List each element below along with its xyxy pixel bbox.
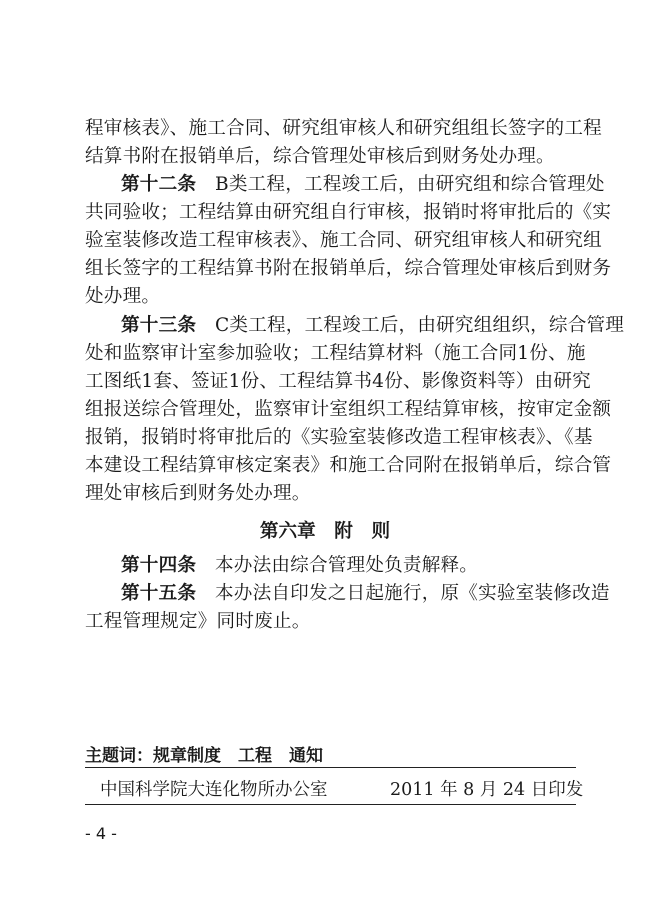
- issue-date: 2011 年 8 月 24 日印发: [390, 780, 584, 800]
- article-14-title: 第十四条: [121, 555, 197, 576]
- article-15-first-line: [121, 581, 610, 607]
- article-13-first-line: [121, 313, 624, 339]
- article-12-line: 共同验收；工程结算由研究组自行审核，报销时将审批后的《实: [85, 202, 612, 223]
- divider-top: [85, 767, 576, 768]
- article-15-title: 第十五条: [121, 583, 197, 604]
- subject-keywords: 主题词：规章制度 工程 通知: [85, 746, 323, 766]
- article-12-first-line: [121, 172, 605, 198]
- body-line: 程审核表》、施工合同、研究组审核人和研究组组长签字的工程: [85, 118, 602, 139]
- article-13-line: 处和监察审计室参加验收；工程结算材料（施工合同1份、施: [85, 343, 586, 364]
- article-12-line: 验室装修改造工程审核表》、施工合同、研究组审核人和研究组: [85, 230, 602, 251]
- article-13-text: C类工程，工程竣工后，由研究组组织，综合管理: [214, 315, 625, 336]
- article-13-line: 组报送综合管理处，监察审计室组织工程结算审核，按审定金额: [85, 399, 612, 420]
- divider-bottom: [85, 804, 576, 805]
- page-number: - 4 -: [85, 824, 117, 843]
- body-line: 结算书附在报销单后，综合管理处审核后到财务处办理。: [85, 146, 555, 167]
- article-15-text: 本办法自印发之日起施行，原《实验室装修改造: [214, 583, 610, 604]
- article-12-title: 第十二条: [121, 174, 197, 195]
- article-13-line: 理处审核后到财务处办理。: [85, 483, 311, 504]
- article-12-line: 处办理。: [85, 286, 161, 307]
- issuing-office: 中国科学院大连化物所办公室: [100, 780, 328, 800]
- article-13-line: 本建设工程结算审核定案表》和施工合同附在报销单后，综合管: [85, 455, 612, 476]
- chapter-heading: 第六章 附 则: [259, 521, 391, 542]
- article-12-line: 组长签字的工程结算书附在报销单后，综合管理处审核后到财务: [85, 258, 612, 279]
- article-14-line: [121, 553, 478, 579]
- article-12-text: B类工程，工程竣工后，由研究组和综合管理处: [214, 174, 605, 195]
- article-14-text: 本办法由综合管理处负责解释。: [214, 555, 479, 576]
- article-13-title: 第十三条: [121, 315, 197, 336]
- article-15-line: 工程管理规定》同时废止。: [85, 611, 311, 632]
- article-13-line: 工图纸1套、签证1份、工程结算书4份、影像资料等）由研究: [85, 371, 591, 392]
- article-13-line: 报销，报销时将审批后的《实验室装修改造工程审核表》、《基: [85, 427, 593, 448]
